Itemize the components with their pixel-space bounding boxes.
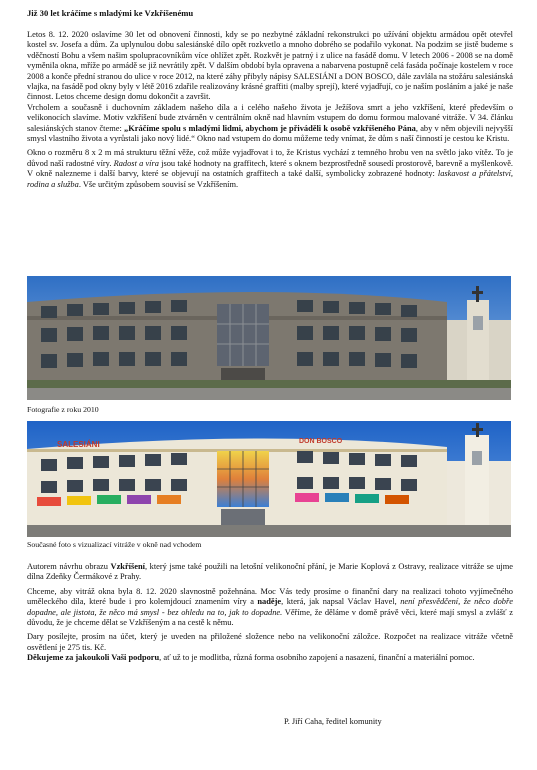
paragraph-window-text: Okno o rozměru 8 x 2 m má strukturu těžní věže, což může vyjadřovat i to, že Kristus vychází z temného hrobu ven na světlo jako vítěz. To je důvod naší radostné víry. (27, 148, 513, 168)
page-title: Již 30 let kráčíme s mladými ke Vzkříšenému (27, 8, 194, 18)
paragraph-blessing-text: Chceme, aby vitráž okna byla 8. 12. 2020 slavnostně požehnána. Moc Vás tedy prosíme o finanční dary na realizaci tohoto vyjímečného uměleckého díla, které bude i pro kolemjdoucí znamením víry a (27, 586, 513, 607)
building-current-image (27, 421, 511, 537)
paragraph-author-end: , který jsme také použili na letošní velikonoční přání, je Marie Koplová z Ostravy, realizace vitráže se ujme dílna Zdeňky Čermákové z Prahy. (27, 562, 513, 582)
thanks-bold: Děkujeme za jakoukoli Vaši podporu (27, 653, 160, 663)
sign-don-bosco: DON BOSCO (299, 438, 343, 445)
paragraph-blessing-mid: , která, jak napsal Václav Havel, (281, 597, 401, 607)
values-joy-faith: Radost a víra (113, 158, 159, 168)
hope-word: naděje (257, 597, 282, 607)
signature: P. Jiří Caha, ředitel komunity (284, 717, 382, 726)
paragraph-window-mid: jsou také hodnoty na graffitech, které s oknem bezprostředně sousedí prostorově, barevně a myšlenkově. V okně nalezneme i další barvy, které se objevují na ostatních graffitech a také další, symbolicky zobrazené hodnoty: (27, 158, 514, 179)
paragraph-window (27, 148, 513, 190)
paragraph-resurrection (27, 103, 513, 145)
sign-salesiani: SALESIÁNI (57, 440, 100, 449)
photo-2010 (27, 276, 511, 400)
paragraph-resurrection-text: Vrcholem a současně i duchovním základem našeho díla a i celého našeho života je Ježíšova smrt a jeho vzkříšení, které především o velikonocích slavíme. Motiv vzkříšení bude ztvárněn v centrálním okně nad hlavním vstupem do domu formou malované vitráže. V 34. článku salesiánských stanov čteme: (27, 102, 513, 133)
paragraph-donations: Dary posílejte, prosím na účet, který je uveden na přiložené složence nebo na velikonoční záložce. Rozpočet na realizace vitráže včetně osvětlení je 275 tis. Kč. (27, 632, 513, 652)
paragraph-window-end: . Vše určitým způsobem souvisí se Vzkříšením. (78, 179, 239, 189)
values-list: laskavost a přátelství, rodina a služba (27, 169, 513, 189)
artwork-title: Vzkříšení (110, 562, 145, 571)
photo-current (27, 421, 511, 537)
paragraph-thanks (27, 653, 513, 663)
constitution-quote: „Kráčíme spolu s mladými lidmi, abychom je přiváděli k osobě vzkříšeného Pána (124, 123, 416, 133)
paragraph-resurrection-end: , aby v něm objevili nejvyšší smysl vlastního života a vyrůstali jako nový lidé.“ Okno nad vstupem do domu můžeme tedy vnímat, že dům s naší činností je cestou ke Kristu. (27, 123, 513, 144)
paragraph-blessing-end: Věříme, že děláme v domě právě věci, které mají smysl a zvlášť z důvodu, že je chceme dělat se Vzkříšeným a na cestě k němu. (27, 607, 513, 628)
havel-quote: není přesvědčení, že něco dobře dopadne, ale jistota, že něco má smysl - bez ohledu na to, jak to dopadne. (27, 597, 513, 617)
paragraph-author (27, 562, 513, 583)
caption-photo-2010: Fotografie z roku 2010 (27, 405, 99, 414)
building-2010-image (27, 276, 511, 400)
thanks-text: , ať už to je modlitba, různá forma osobního zapojení a nasazení, finanční a materiální pomoc. (159, 653, 475, 663)
paragraph-author-text: Autorem návrhu obrazu (27, 562, 111, 571)
paragraph-history: Letos 8. 12. 2020 oslavíme 30 let od obnovení činnosti, kdy se po nezbytné základní rekonstrukci po užívání objektu armádou opět otevřel kostel sv. Josefa a dům. Za uplynulou dobu salesiánské dílo opět rozkvetlo a mnoho dobrého se podařilo vykonat. Na podzim se jistě budeme s vděčností Bohu a všem našim spolupracovníkům více ohlížet zpět. Rozkvět je patrný i z ulice na fasádě domu. V letech 2006 - 2008 se na domě vyměnila okna, mříže po armádě se již nevrátily zpět. V dalším období byla opravena a nabarvena postupně celá fasáda počínaje kostelem v roce 2008 a konče přední stranou do ulice v roce 2012, na které záhy přibyly nápisy SALESIÁNI a DON BOSCO, dále zavlála na stožáru salesiánská vlajka, na fasádě pod okny byly v létě 2016 zdařile realizovány krásné graffiti (malby sprejí), které vyjadřují, co je naším posláním a jaké je naše činnost. Letos chceme design domu dokončit a završit. (27, 30, 513, 102)
intro-text (27, 30, 513, 194)
closing-text (27, 562, 513, 668)
caption-photo-current: Současné foto s vizualizací vitráže v okně nad vchodem (27, 540, 202, 549)
paragraph-blessing (27, 587, 513, 629)
